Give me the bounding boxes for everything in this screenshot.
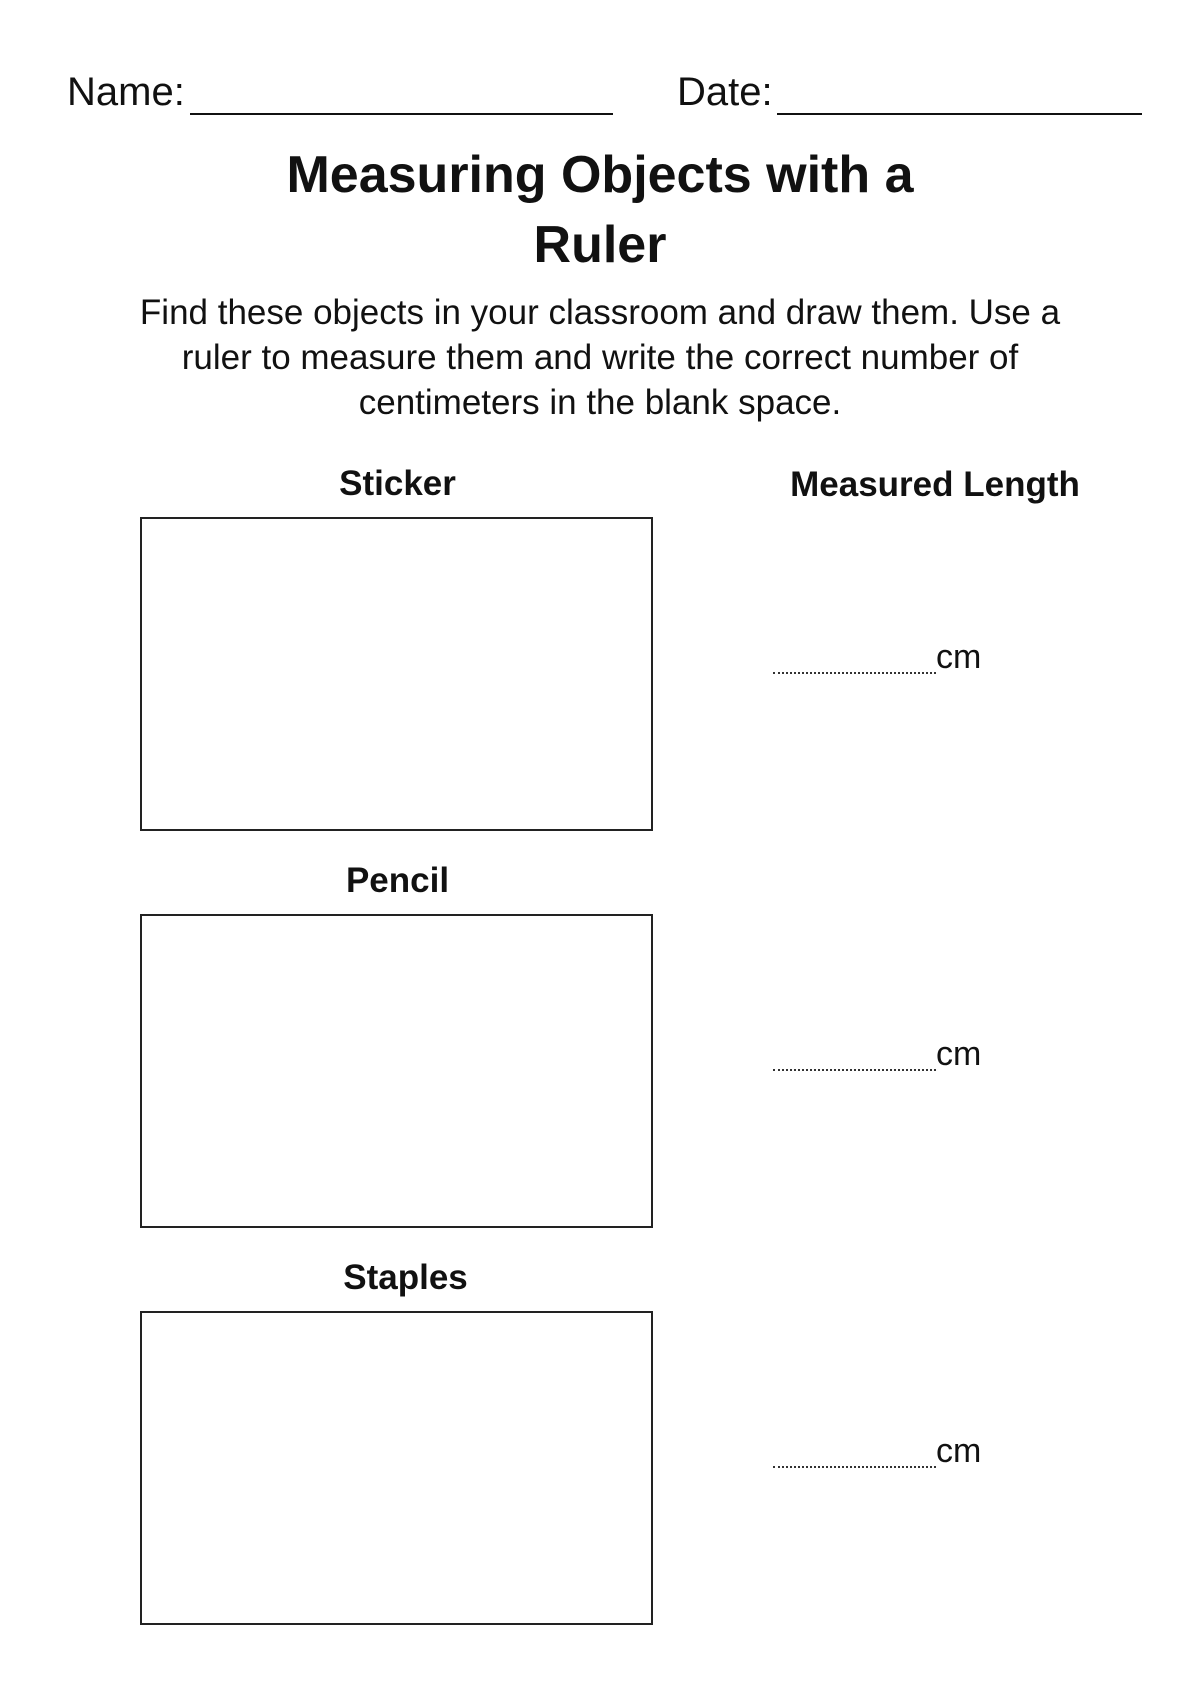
date-field[interactable] — [777, 113, 1142, 115]
instructions — [80, 290, 1120, 425]
page-title-line-2: Ruler — [533, 216, 667, 274]
staples-measurement-blank[interactable] — [773, 1466, 936, 1468]
sticker-heading: Sticker — [339, 464, 456, 503]
page-title — [0, 140, 1200, 280]
name-field[interactable] — [190, 113, 613, 115]
pencil-drawing-box[interactable] — [140, 914, 653, 1228]
instructions-line-1: Find these objects in your classroom and draw them. Use a — [139, 293, 1061, 332]
staples-unit-label: cm — [936, 1432, 982, 1470]
name-label: Name: — [67, 70, 185, 114]
sticker-measurement — [773, 640, 1013, 680]
date-label: Date: — [677, 70, 773, 114]
sticker-drawing-box[interactable] — [140, 517, 653, 831]
sticker-measurement-blank[interactable] — [773, 672, 936, 674]
measured-length-heading: Measured Length — [790, 465, 1080, 504]
page-title-line-1: Measuring Objects with a — [286, 146, 914, 204]
instructions-line-3: centimeters in the blank space. — [358, 383, 842, 422]
staples-measurement — [773, 1434, 1013, 1474]
staples-drawing-box[interactable] — [140, 1311, 653, 1625]
pencil-measurement — [773, 1037, 1013, 1077]
pencil-unit-label: cm — [936, 1035, 982, 1073]
staples-heading: Staples — [343, 1258, 468, 1297]
pencil-heading: Pencil — [345, 861, 450, 900]
instructions-line-2: ruler to measure them and write the correct number of — [181, 338, 1019, 377]
sticker-unit-label: cm — [936, 638, 982, 676]
pencil-measurement-blank[interactable] — [773, 1069, 936, 1071]
